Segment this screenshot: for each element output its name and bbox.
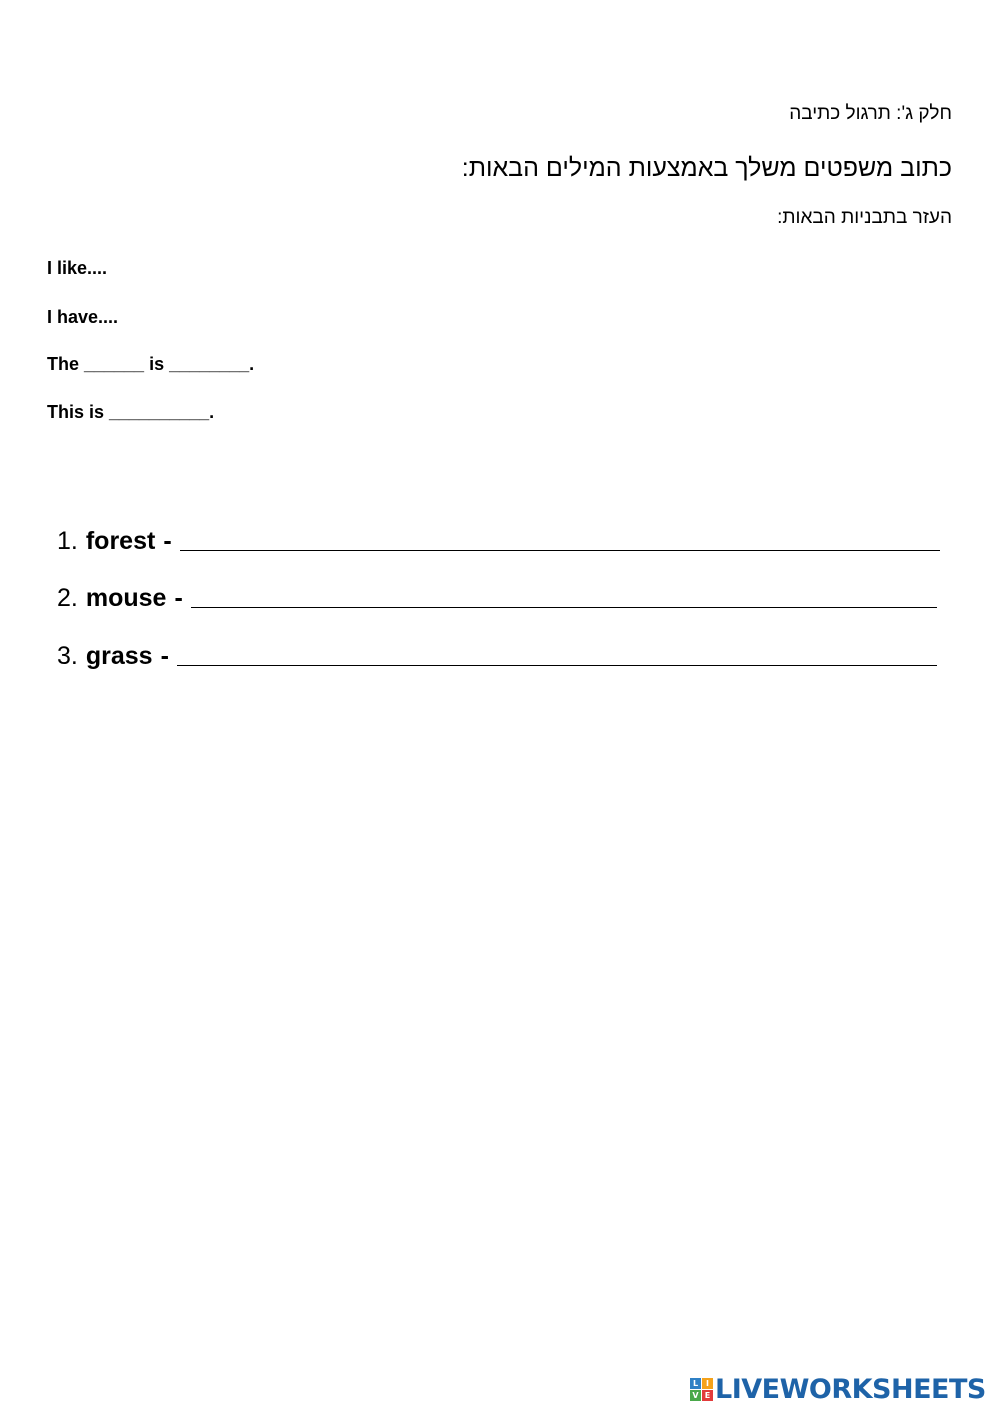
exercise-word: grass: [85, 642, 153, 670]
pattern-i-have: I have....: [47, 307, 119, 327]
pattern-i-like: I like....: [47, 258, 108, 278]
answer-line-mouse[interactable]: [191, 607, 937, 608]
exercise-word: forest: [85, 527, 156, 555]
exercise-number: 2.: [57, 584, 78, 612]
section-title: חלק ג': תרגול כתיבה: [789, 103, 952, 124]
logo-text: LIVEWORKSHEETS: [715, 1373, 986, 1405]
instruction-heading: כתוב משפטים משלך באמצעות המילים הבאות:: [461, 154, 952, 182]
liveworksheets-logo: [690, 1372, 986, 1406]
pattern-this-is: This is __________.: [47, 402, 215, 422]
help-text: העזר בתבניות הבאות:: [777, 207, 952, 228]
exercise-word: mouse: [85, 584, 167, 612]
pattern-the-is: The ______ is ________.: [47, 354, 255, 374]
logo-mark-letter: I: [702, 1378, 713, 1389]
answer-line-forest[interactable]: [180, 550, 940, 551]
exercise-number: 3.: [57, 642, 78, 670]
logo-mark-letter: L: [690, 1378, 701, 1389]
exercise-row-grass: [57, 639, 937, 671]
exercise-row-mouse: [57, 581, 937, 613]
exercise-dash: -: [160, 642, 169, 670]
exercise-row-forest: [57, 524, 940, 556]
exercise-dash: -: [174, 584, 183, 612]
logo-mark-letter: V: [690, 1390, 701, 1401]
exercise-number: 1.: [57, 527, 78, 555]
logo-mark-letter: E: [702, 1390, 713, 1401]
exercise-dash: -: [163, 527, 172, 555]
answer-line-grass[interactable]: [177, 665, 937, 666]
liveworksheets-logo-icon: [690, 1378, 713, 1401]
